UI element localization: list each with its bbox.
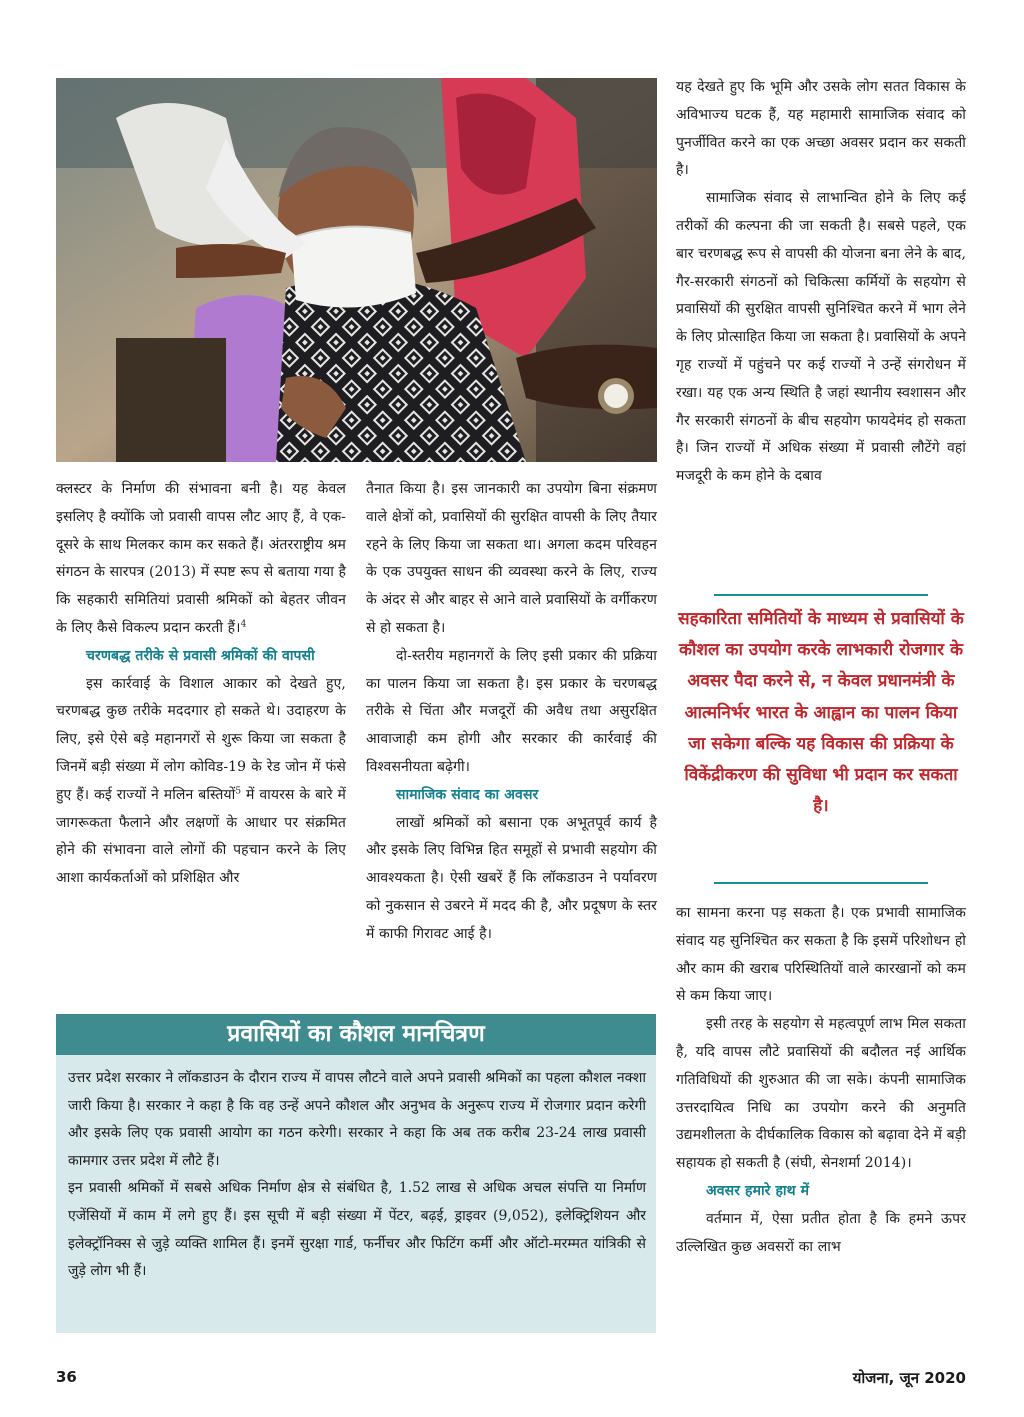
page-number: 36 [56,1368,77,1386]
paragraph: यह देखते हुए कि भूमि और उसके लोग सतत विकास के अविभाज्य घटक हैं, यह महामारी सामाजिक संवाद को पुनर्जीवित करने का एक अच्छा अवसर प्रदान कर सकती है। [676,79,966,179]
section-heading: सामाजिक संवाद का अवसर [396,786,539,803]
paragraph: दो-स्तरीय महानगरों के लिए इसी प्रकार की प्रक्रिया का पालन किया जा सकता है। इस प्रकार के चरणबद्ध तरीके से चिंता और मजदूरों की अवैध तथा असुरक्षित आवाजाही कम होगी और सरकार की कार्रवाई की विश्वसनीयता बढ़ेगी। [366,647,657,775]
paragraph: तैनात किया है। इस जानकारी का उपयोग बिना संक्रमण वाले क्षेत्रों को, प्रवासियों की सुरक्षित वापसी के लिए तैयार रहने के लिए किया जा सकता था। अगला कदम परिवहन के एक उपयुक्त साधन की व्यवस्था करने के लिए, राज्य के अंदर से और बाहर से आने वाले प्रवासियों के वर्गीकरण से हो सकता है। [366,481,657,636]
column-left [56,476,346,893]
footnote-marker: 4 [240,619,247,630]
box-paragraph: उत्तर प्रदेश सरकार ने लॉकडाउन के दौरान राज्य में वापस लौटने वाले अपने प्रवासी श्रमिकों का पहला कौशल नक्शा जारी किया है। सरकार ने कहा है कि वह उन्हें अपने कौशल और अनुभव के अनुरूप राज्य में रोजगार प्रदान करेगी और इसके लिए एक प्रवासी आयोग का गठन करेगी। सरकार ने कहा कि अब तक करीब 23-24 लाख प्रवासी कामगार उत्तर प्रदेश में लौटे हैं। [68,1070,646,1169]
paragraph: वर्तमान में, ऐसा प्रतीत होता है कि हमने ऊपर उल्लिखित कुछ अवसरों का लाभ [676,1210,966,1255]
pull-quote: सहकारिता समितियों के माध्यम से प्रवासियों के कौशल का उपयोग करके लाभकारी रोजगार के अवसर पैदा करने से, न केवल प्रधानमंत्री के आत्मनिर्भर भारत के आह्वान का पालन किया जा सकेगा बल्कि यह विकास की प्रक्रिया के विकेंद्रीकरण की सुविधा भी प्रदान कर सकता है। [678,609,964,817]
pullquote-rule-top [714,594,928,596]
column-right-top [676,74,966,491]
box-title: प्रवासियों का कौशल मानचित्रण [56,1014,656,1055]
section-heading: चरणबद्ध तरीके से प्रवासी श्रमिकों की वापसी [86,647,315,664]
paragraph: क्लस्टर के निर्माण की संभावना बनी है। यह केवल इसलिए है क्योंकि जो प्रवासी वापस लौट आए हैं, वे एक-दूसरे के साथ मिलकर काम कर सकते हैं। अंतरराष्ट्रीय श्रम संगठन के सारपत्र (2013) में स्पष्ट रूप से बताया गया है कि सहकारी समितियां प्रवासी श्रमिकों को बेहतर जीवन के लिए कैसे विकल्प प्रदान करती हैं।$^4$ [56,481,346,636]
column-middle [366,476,657,949]
paragraph: का सामना करना पड़ सकता है। एक प्रभावी सामाजिक संवाद यह सुनिश्चित कर सकता है कि इसमें परिशोधन हो और काम की खराब परिस्थितियों वाले कारखानों को कम से कम किया जाए। [676,905,966,1005]
paragraph: इस कार्रवाई के विशाल आकार को देखते हुए, चरणबद्ध कुछ तरीके मददगार हो सकते थे। उदाहरण के लिए, इसे ऐसे बड़े महानगरों से शुरू किया जा सकता है जिनमें बड़ी संख्या में लोग कोविड-19 के रेड जोन में फंसे हुए हैं। कई राज्यों ने मलिन बस्तियों$^5$ में वायरस के बारे में जागरूकता फैलाने और लक्षणों के आधार पर संक्रमित होने की संभावना वाले लोगों की पहचान करने के लिए आशा कार्यकर्ताओं को प्रशिक्षित और [56,675,346,887]
column-right-bottom [676,900,966,1261]
footnote-marker: 5 [235,786,242,797]
info-box [56,1055,656,1333]
paragraph: लाखों श्रमिकों को बसाना एक अभूतपूर्व कार्य है और इसके लिए विभिन्न हित समूहों से प्रभावी सहयोग की आवश्यकता है। ऐसी खबरें हैं कि लॉकडाउन ने पर्यावरण को नुकसान से उबरने में मदद की है, और प्रदूषण के स्तर में काफी गिरावट आई है। [366,814,657,942]
section-heading: अवसर हमारे हाथ में [706,1182,810,1199]
box-paragraph: इन प्रवासी श्रमिकों में सबसे अधिक निर्माण क्षेत्र से संबंधित है, 1.52 लाख से अधिक अचल संपत्ति या निर्माण एजेंसियों में काम में लगे हुए हैं। इस सूची में बड़ी संख्या में पेंटर, बढ़ई, ड्राइवर (9,052), इलेक्ट्रिशियन और इलेक्ट्रॉनिक्स से जुड़े व्यक्ति शामिल हैं। इनमें सुरक्षा गार्ड, फर्नीचर और फिटिंग कर्मी और ऑटो-मरम्मत यांत्रिकी से जुड़े लोग भी हैं। [68,1180,646,1280]
article-photo [56,78,657,462]
paragraph: सामाजिक संवाद से लाभान्वित होने के लिए कई तरीकों की कल्पना की जा सकती है। सबसे पहले, एक बार चरणबद्ध रूप से वापसी की योजना बना लेने के बाद, गैर-सरकारी संगठनों को चिकित्सा कर्मियों के सहयोग से प्रवासियों की सुरक्षित वापसी सुनिश्चित करने में भाग लेने के लिए प्रोत्साहित किया जा सकता है। प्रवासियों के अपने गृह राज्यों में पहुंचने पर कई राज्यों ने उन्हें संगरोधन में रखा। यह एक अन्य स्थिति है जहां स्थानीय स्वशासन और गैर सरकारी संगठनों के बीच सहयोग फायदेमंद हो सकता है। जिन राज्यों में अधिक संख्या में प्रवासी लौटेंगे वहां मजदूरी के कम होने के दबाव [676,190,966,485]
magazine-footer: योजना, जून 2020 [852,1369,966,1387]
paragraph: इसी तरह के सहयोग से महत्वपूर्ण लाभ मिल सकता है, यदि वापस लौटे प्रवासियों की बदौलत नई आर्थिक गतिविधियों की शुरुआत की जा सके। कंपनी सामाजिक उत्तरदायित्व निधि का उपयोग करने की अनुमति उद्यमशीलता के दीर्घकालिक विकास को बढ़ावा देने में बड़ी सहायक हो सकती है (संघी, सेनशर्मा 2014)। [676,1016,966,1172]
pullquote-rule-bottom [714,882,928,884]
